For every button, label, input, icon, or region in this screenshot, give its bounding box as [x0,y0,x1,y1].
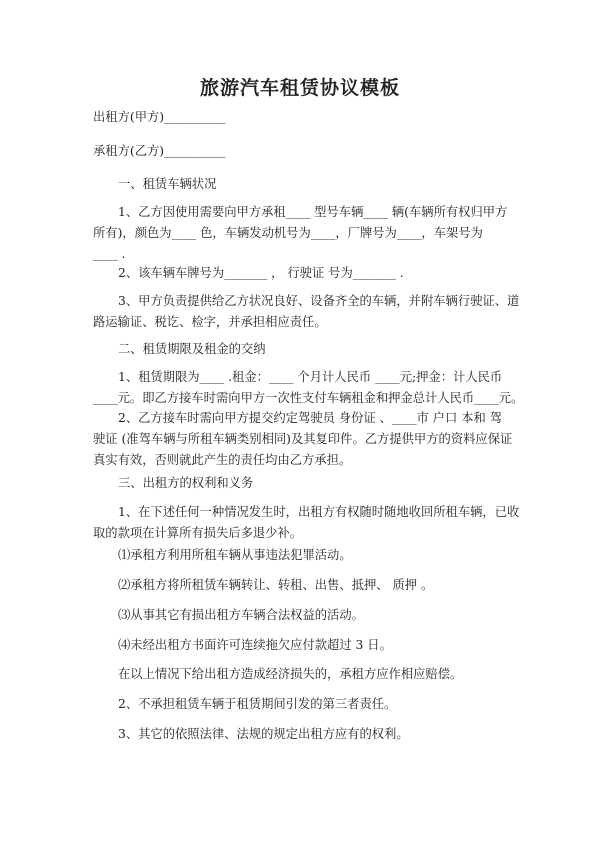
text-line: 取的款项在计算所有损失后多退少补。 [93,526,303,540]
section-2-paragraph-1 [93,367,524,409]
section-3-note: 在以上情况下给出租方造成经济损失的，承租方应作相应赔偿。 [118,667,463,681]
section-3-paragraph-3: 3、其它的依照法律、法规的规定出租方应有的权利。 [118,727,409,741]
list-item: ⑷未经出租方书面许可连续拖欠应付款超过 3 日。 [118,638,392,652]
text-line: 所有)，颜色为____ 色，车辆发动机号为____，厂牌号为____，车架号为 [93,226,483,240]
list-item: ⑵承租方将所租赁车辆转让、转租、出售、抵押、 质押 。 [118,578,434,592]
text-line: ____元。即乙方接车时需向甲方一次性支付车辆租金和押金总计人民币____元。 [93,391,524,405]
text-line: 路运输证、税讫、检字，并承担相应责任。 [93,315,327,329]
lessor-line: 出租方(甲方)__________ [93,110,226,124]
section-3-paragraph-1 [93,502,520,544]
section-3-heading: 三、出租方的权利和义务 [118,476,254,490]
list-item: ⑶从事其它有损出租方车辆合法权益的活动。 [118,608,364,622]
section-2-heading: 二、租赁期限及租金的交纳 [118,342,266,356]
text-line: 驶证 (准驾车辆与所租车辆类别相同)及其复印件。乙方提供甲方的资料应保证 [93,432,513,446]
text-line: 真实有效，否则就此产生的责任均由乙方承担。 [93,453,352,467]
section-2-paragraph-2 [93,408,513,471]
section-3-paragraph-2: 2、不承担租赁车辆于租赁期间引发的第三者责任。 [118,697,397,711]
text-line: 1、乙方因使用需要向甲方承租____ 型号车辆____ 辆(车辆所有权归甲方 [118,205,508,219]
list-item: ⑴承租方利用所租车辆从事违法犯罪活动。 [118,548,352,562]
lessee-line: 承租方(乙方)__________ [93,144,226,158]
section-1-heading: 一、租赁车辆状况 [118,177,217,191]
section-1-paragraph-3 [93,291,520,333]
text-line: ____ . [93,247,126,261]
document-title: 旅游汽车租赁协议模板 [199,77,400,99]
text-line: 1、在下述任何一种情况发生时，出租方有权随时随地收回所租车辆，已收 [118,505,520,519]
section-1-paragraph-2: 2、该车辆车牌号为_______ ， 行驶证 号为_______ . [118,266,404,280]
text-line: 1、租赁期限为____ .租金：____ 个月计人民币 ____元;押金：计人民币 [118,370,503,384]
text-line: 3、甲方负责提供给乙方状况良好、设备齐全的车辆，并附车辆行驶证、道 [118,294,520,308]
text-line: 2、乙方接车时需向甲方提交约定驾驶员 身份证 、____市 户口 本和 驾 [118,411,502,425]
section-1-paragraph-1 [93,202,513,265]
